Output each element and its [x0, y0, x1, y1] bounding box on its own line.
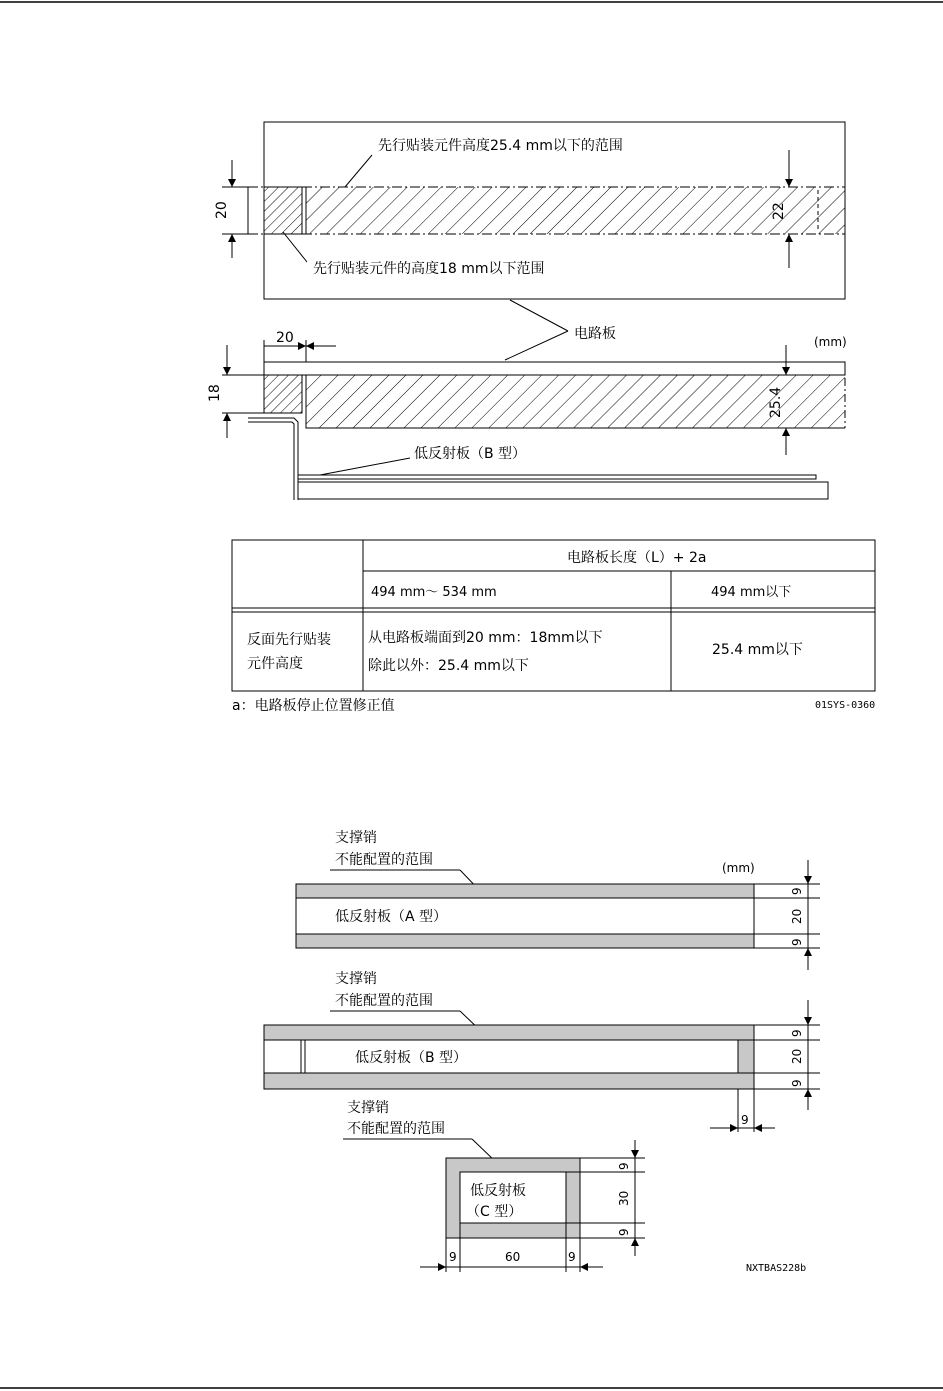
dim-a-9-bottom: 9 [790, 938, 804, 946]
unit-mm-top: (mm) [814, 335, 847, 349]
arrow-down-icon [631, 1150, 639, 1158]
top-section-view [207, 330, 845, 500]
arrow-down-icon [785, 179, 793, 187]
label-board: 电路板 [574, 326, 616, 342]
plate-b-shade [264, 1025, 754, 1089]
dim-c-9-left: 9 [449, 1250, 457, 1264]
plate-c-label-2: （C 型） [466, 1204, 523, 1220]
plate-b-base [298, 482, 828, 499]
dim-left-20: 20 [214, 201, 230, 219]
dim-c-9-bottom: 9 [617, 1228, 631, 1236]
plate-a-shade-bottom [296, 934, 754, 948]
dim-b-9-top: 9 [790, 1029, 804, 1037]
leader-upper [345, 155, 372, 187]
arrow-right-icon [730, 1124, 738, 1132]
pin-label-c-2: 不能配置的范围 [347, 1121, 445, 1137]
label-plate-b-section: 低反射板（B 型） [414, 446, 527, 462]
pin-label-a-1: 支撑销 [335, 830, 377, 846]
unit-mm-bottom: (mm) [722, 861, 755, 875]
table-cell1-line1: 从电路板端面到20 mm：18mm以下 [368, 630, 603, 646]
arrow-right-icon [298, 342, 306, 350]
dim-right-254: 25.4 [768, 386, 784, 418]
dim-left-18: 18 [207, 384, 223, 402]
arrow-up-icon [223, 413, 231, 421]
arrow-up-icon [804, 948, 812, 956]
arrow-up-icon [228, 234, 236, 242]
hatch-section-25mm [306, 375, 845, 428]
dim-c-9-top: 9 [617, 1162, 631, 1170]
support-bracket [248, 418, 298, 500]
arrow-left-icon [306, 342, 314, 350]
top-plan-view [214, 122, 845, 299]
bottom-code: NXTBAS228b [746, 1263, 807, 1274]
board-section [264, 362, 845, 375]
plate-c-label-1: 低反射板 [470, 1183, 526, 1199]
plate-b-label: 低反射板（B 型） [355, 1050, 468, 1066]
table-row-label-1: 反面先行贴装 [247, 632, 331, 648]
plate-a-label: 低反射板（A 型） [335, 909, 448, 925]
dim-b-20: 20 [790, 1048, 804, 1064]
dim-c-60: 60 [505, 1250, 521, 1264]
plate-b-top [298, 475, 816, 479]
arrow-up-icon [631, 1238, 639, 1246]
arrow-up-icon [785, 234, 793, 242]
dim-c-30: 30 [617, 1190, 631, 1206]
label-lower-range: 先行贴装元件的高度18 mm以下范围 [313, 261, 545, 277]
table-cell2: 25.4 mm以下 [712, 642, 803, 658]
pin-label-b-1: 支撑销 [335, 971, 377, 987]
table-row-label-2: 元件高度 [247, 656, 303, 672]
pin-label-c-1: 支撑销 [347, 1100, 389, 1116]
plate-c-diagram [343, 1099, 806, 1274]
dim-c-9-right: 9 [568, 1250, 576, 1264]
dim-b-9-horizontal: 9 [741, 1113, 749, 1127]
plate-a-shade-top [296, 884, 754, 898]
label-upper-range: 先行贴装元件高度25.4 mm以下的范围 [378, 138, 623, 154]
hatch-region-25mm [306, 187, 845, 234]
dim-right-22: 22 [771, 202, 787, 220]
table-header-main: 电路板长度（L）+ 2a [567, 550, 707, 566]
arrow-left-icon [580, 1263, 588, 1271]
arrow-right-icon [438, 1263, 446, 1271]
table-col1-header: 494 mm～ 534 mm [371, 585, 497, 600]
leader-board-b [505, 331, 568, 360]
arrow-down-icon [804, 1017, 812, 1025]
dim-b-9-bottom: 9 [790, 1079, 804, 1087]
arrow-down-icon [228, 179, 236, 187]
hatch-section-18mm [264, 375, 302, 413]
table-cell1-line2: 除此以外：25.4 mm以下 [368, 658, 529, 674]
table-footnote: a：电路板停止位置修正值 [232, 698, 395, 714]
dim-top-20: 20 [276, 330, 294, 346]
table-col2-header: 494 mm以下 [711, 585, 792, 600]
leader-board-a [510, 300, 568, 331]
hatch-region-18mm [264, 187, 302, 234]
arrow-left-icon [754, 1124, 762, 1132]
dim-a-9-top: 9 [790, 887, 804, 895]
spec-table [232, 540, 875, 714]
leader-lower [283, 232, 307, 262]
table-code: 01SYS-0360 [815, 700, 876, 711]
arrow-up-icon [804, 1089, 812, 1097]
pin-label-a-2: 不能配置的范围 [335, 852, 433, 868]
table-outline [232, 540, 875, 691]
board-callout [505, 300, 847, 360]
arrow-up-icon [782, 428, 790, 436]
arrow-down-icon [223, 367, 231, 375]
dim-a-20: 20 [790, 908, 804, 924]
pin-label-b-2: 不能配置的范围 [335, 993, 433, 1009]
leader-plate-b [320, 458, 410, 475]
plate-a-diagram [296, 829, 820, 970]
arrow-down-icon [804, 876, 812, 884]
